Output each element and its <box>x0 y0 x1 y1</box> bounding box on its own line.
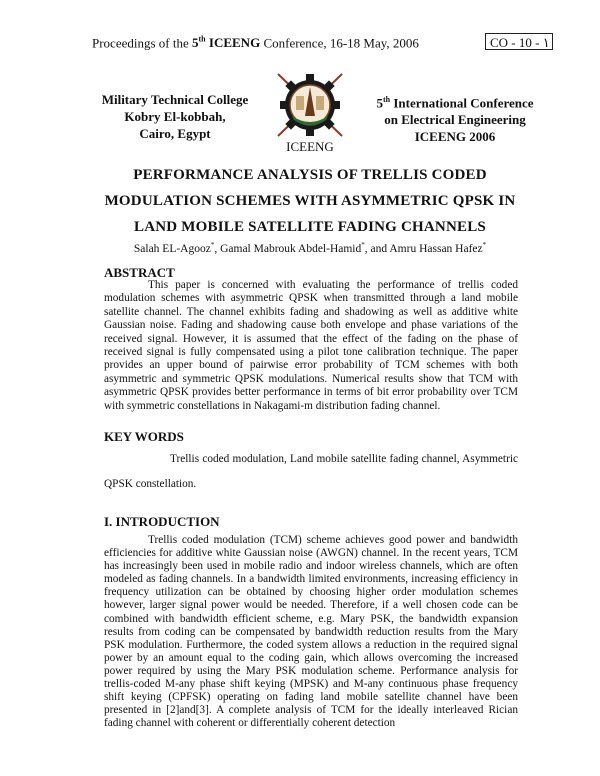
running-head-ordinal: 5th ICEENG <box>192 35 261 51</box>
author-mark: * <box>210 241 215 249</box>
affiliation-left-line1: Military Technical College <box>101 92 249 107</box>
author-mark: * <box>361 241 365 249</box>
keywords-body: Trellis coded modulation, Land mobile satellite fading channel, Asymmetric QPSK constellation. <box>104 453 518 490</box>
affiliation-left-line2: Kobry El-kobbah, <box>124 109 226 124</box>
title-line: LAND MOBILE SATELLITE FADING CHANNELS <box>134 219 486 235</box>
affiliation-left <box>90 91 260 142</box>
introduction-body: Trellis coded modulation (TCM) scheme achieves good power and bandwidth efficiencies for additive white Gaussian noise (AWGN) channel. In the recent years, TCM has increasingly been used in mobile radio and indoor wireless channels, which are often modeled as fading channels. In a bandwidth limited environments, increasing efficiency in frequency utilization can be obtained by choosing higher order modulation schemes however, larger signal power would be needed. Therefore, if a well chosen code can be combined with bandwidth efficient scheme, e.g. Mary PSK, the bandwidth expansion results from coding can be compensated by bandwidth reduction results from the Mary PSK modulation. Furthermore, the coded system allows a reduction in the required signal power by an amount equal to the coding gain, which allows overcoming the increased power required by using the Mary PSK modulation scheme. Performance analysis for trellis-coded M-any phase shift keying (MPSK) and M-any continuous phase frequency shift keying (CPFSK) operating on fading land mobile satellite channel have been presented in [2]and[3]. A complete analysis of TCM for the ideally interleaved Rician fading channel with coherent or differentially coherent detection <box>104 534 518 730</box>
author-list: Salah EL-Agooz*, Gamal Mabrouk Abdel-Hamid*, and Amru Hassan Hafez* <box>133 241 487 255</box>
introduction-heading: I. INTRODUCTION <box>104 514 220 529</box>
affiliation-right <box>355 91 555 145</box>
affiliation-right-line3: ICEENG 2006 <box>414 129 496 145</box>
keywords-heading: KEY WORDS <box>104 429 184 444</box>
affiliation-right-line1: 5th International Conference <box>376 95 534 111</box>
author-name: Amru Hassan Hafez <box>389 242 483 255</box>
title-line: MODULATION SCHEMES WITH ASYMMETRIC QPSK IN <box>104 193 516 209</box>
author-name: Salah EL-Agooz <box>133 242 211 255</box>
paper-title <box>60 162 560 240</box>
running-head-suffix: Conference, 16-18 May, 2006 <box>260 35 419 51</box>
running-head-prefix: Proceedings of the <box>92 35 193 51</box>
affiliation-left-line3: Cairo, Egypt <box>139 126 211 141</box>
title-line: PERFORMANCE ANALYSIS OF TRELLIS CODED <box>133 167 487 183</box>
gear-emblem-icon <box>272 70 348 140</box>
author-mark: * <box>482 241 487 249</box>
author-name: Gamal Mabrouk Abdel-Hamid <box>220 242 362 255</box>
abstract-heading: ABSTRACT <box>104 265 175 280</box>
running-head <box>92 35 419 51</box>
logo-caption: ICEENG <box>286 139 334 154</box>
affiliation-right-line2: on Electrical Engineering <box>384 112 526 128</box>
abstract-body: This paper is concerned with evaluating the performance of trellis coded modulation schemes with asymmetric QPSK when transmitted through a land mobile satellite channel. The channel exhibits fading and shadowing as well as additive white Gaussian noise. Fading and shadowing cause both envelope and phase variations of the received signal. However, it is assumed that the effect of the fading on the phase of received signal is fully compensated using a pilot tone calibration technique. The paper provides an upper bound of pairwise error probability of TCM schemes with both asymmetric and symmetric QPSK modulations. Numerical results show that TCM with asymmetric QPSK provides better performance in terms of bit error probability over TCM with symmetric constellations in Nakagami-m distribution fading channel. <box>104 279 518 412</box>
page-number-box: CO - 10 - ١ <box>485 33 553 50</box>
